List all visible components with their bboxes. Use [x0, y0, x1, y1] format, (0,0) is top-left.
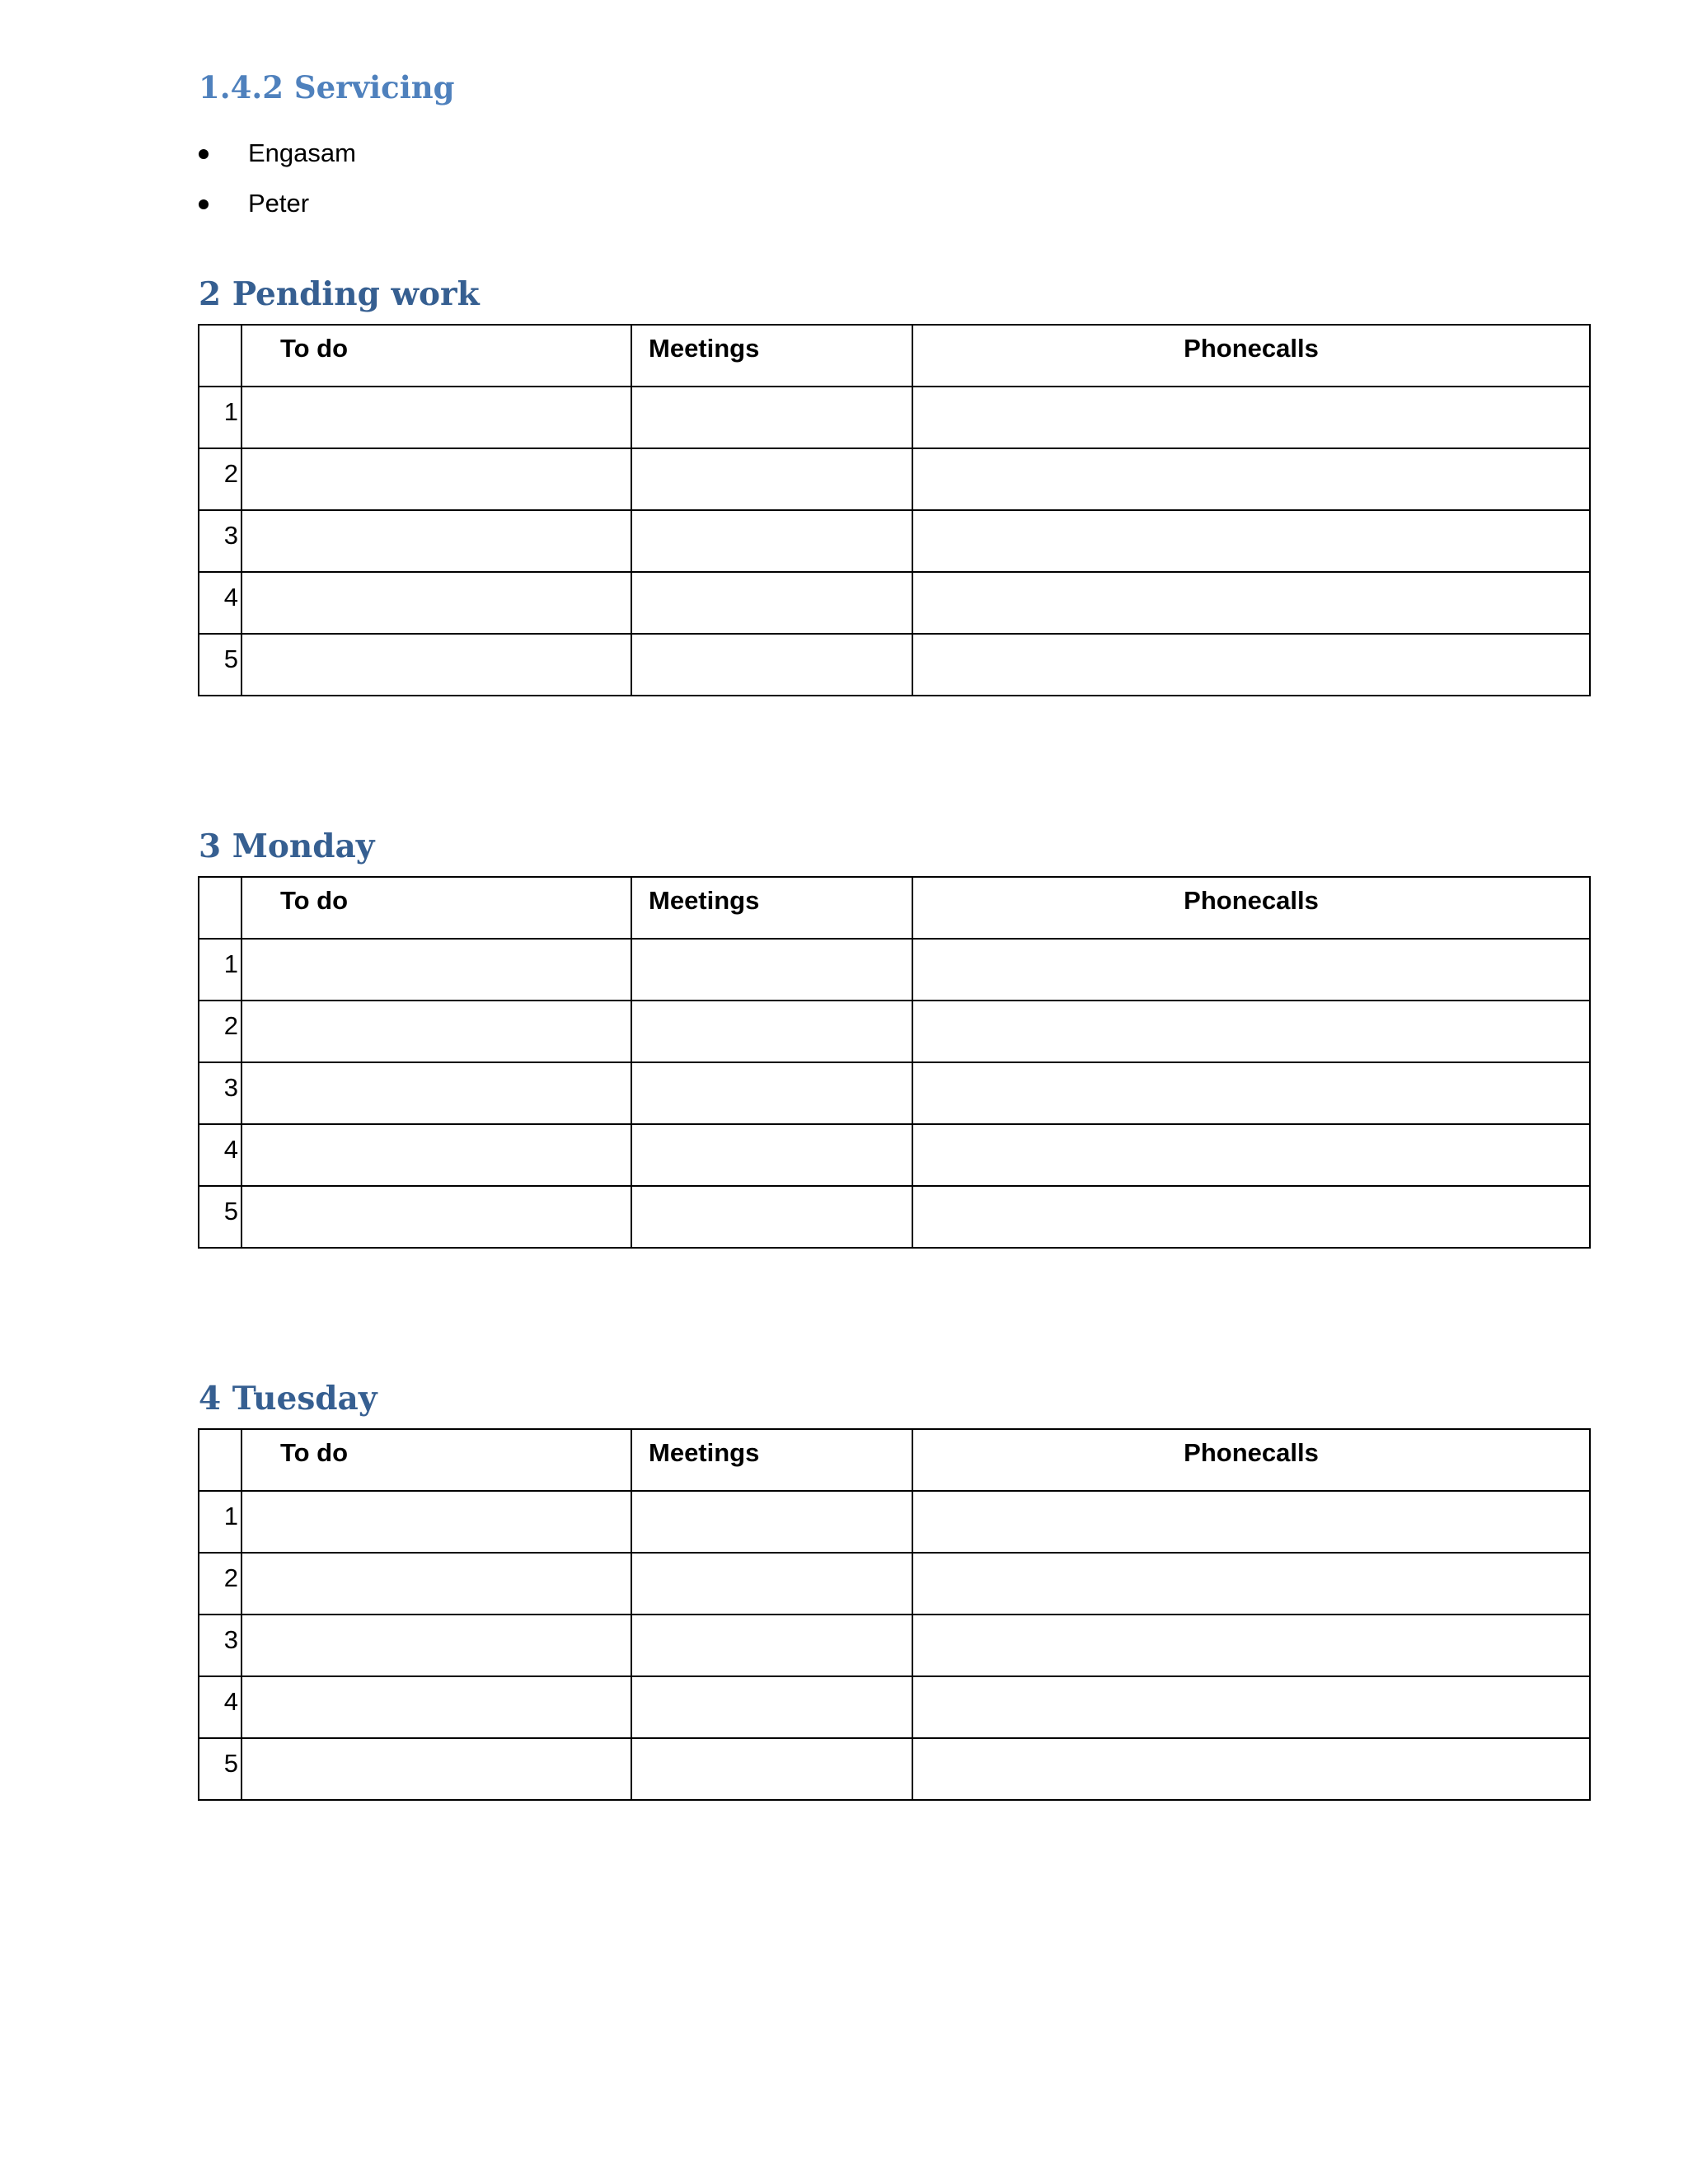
phonecalls-cell[interactable]	[912, 387, 1590, 448]
table-row	[199, 1738, 1590, 1800]
row-number: 3	[199, 1615, 241, 1676]
meetings-cell[interactable]	[631, 448, 912, 510]
row-number: 5	[199, 1186, 241, 1248]
phonecalls-cell[interactable]	[912, 572, 1590, 634]
phonecalls-column-header: Phonecalls	[912, 877, 1590, 939]
todo-cell[interactable]	[241, 1676, 631, 1738]
phonecalls-cell[interactable]	[912, 634, 1590, 696]
todo-cell[interactable]	[241, 1553, 631, 1615]
meetings-column-header: Meetings	[631, 325, 912, 387]
table-row	[199, 387, 1590, 448]
phonecalls-cell[interactable]	[912, 1738, 1590, 1800]
phonecalls-column-header: Phonecalls	[912, 325, 1590, 387]
table-header-row	[199, 325, 1590, 387]
table-row	[199, 1124, 1590, 1186]
todo-cell[interactable]	[241, 1001, 631, 1062]
tuesday-heading: 4 Tuesday	[199, 1380, 377, 1418]
row-number: 1	[199, 1491, 241, 1553]
table-header-row	[199, 877, 1590, 939]
meetings-cell[interactable]	[631, 387, 912, 448]
todo-cell[interactable]	[241, 634, 631, 696]
table-row	[199, 1676, 1590, 1738]
todo-column-header: To do	[241, 1429, 631, 1491]
meetings-cell[interactable]	[631, 1001, 912, 1062]
bullet-icon	[199, 199, 209, 209]
row-number: 3	[199, 1062, 241, 1124]
phonecalls-cell[interactable]	[912, 510, 1590, 572]
meetings-cell[interactable]	[631, 1615, 912, 1676]
row-number: 5	[199, 1738, 241, 1800]
table-row	[199, 510, 1590, 572]
monday-table	[198, 876, 1591, 1249]
phonecalls-cell[interactable]	[912, 1615, 1590, 1676]
bullet-icon	[199, 149, 209, 159]
phonecalls-column-header: Phonecalls	[912, 1429, 1590, 1491]
phonecalls-cell[interactable]	[912, 1124, 1590, 1186]
row-number: 3	[199, 510, 241, 572]
table-row	[199, 634, 1590, 696]
meetings-cell[interactable]	[631, 1738, 912, 1800]
table-row	[199, 939, 1590, 1001]
row-number: 2	[199, 1553, 241, 1615]
meetings-cell[interactable]	[631, 634, 912, 696]
meetings-cell[interactable]	[631, 572, 912, 634]
list-item	[199, 128, 356, 178]
meetings-cell[interactable]	[631, 1676, 912, 1738]
todo-column-header: To do	[241, 877, 631, 939]
meetings-cell[interactable]	[631, 1491, 912, 1553]
list-item-text: Peter	[248, 188, 310, 218]
phonecalls-cell[interactable]	[912, 1676, 1590, 1738]
phonecalls-cell[interactable]	[912, 1186, 1590, 1248]
row-number: 4	[199, 1124, 241, 1186]
meetings-cell[interactable]	[631, 1124, 912, 1186]
phonecalls-cell[interactable]	[912, 448, 1590, 510]
phonecalls-cell[interactable]	[912, 1553, 1590, 1615]
row-number-header	[199, 1429, 241, 1491]
todo-cell[interactable]	[241, 572, 631, 634]
todo-cell[interactable]	[241, 448, 631, 510]
todo-cell[interactable]	[241, 1062, 631, 1124]
phonecalls-cell[interactable]	[912, 1491, 1590, 1553]
table-row	[199, 448, 1590, 510]
meetings-cell[interactable]	[631, 510, 912, 572]
row-number-header	[199, 325, 241, 387]
list-item	[199, 178, 356, 228]
todo-cell[interactable]	[241, 387, 631, 448]
meetings-cell[interactable]	[631, 1062, 912, 1124]
todo-cell[interactable]	[241, 1491, 631, 1553]
todo-cell[interactable]	[241, 1124, 631, 1186]
tuesday-table	[198, 1428, 1591, 1801]
row-number: 4	[199, 572, 241, 634]
todo-cell[interactable]	[241, 939, 631, 1001]
pending-work-table	[198, 324, 1591, 696]
row-number: 1	[199, 387, 241, 448]
phonecalls-cell[interactable]	[912, 939, 1590, 1001]
row-number: 4	[199, 1676, 241, 1738]
row-number: 2	[199, 448, 241, 510]
phonecalls-cell[interactable]	[912, 1001, 1590, 1062]
meetings-column-header: Meetings	[631, 877, 912, 939]
todo-cell[interactable]	[241, 1615, 631, 1676]
meetings-cell[interactable]	[631, 939, 912, 1001]
table-row	[199, 572, 1590, 634]
todo-cell[interactable]	[241, 1738, 631, 1800]
servicing-list	[199, 128, 356, 228]
table-row	[199, 1615, 1590, 1676]
row-number: 5	[199, 634, 241, 696]
todo-cell[interactable]	[241, 1186, 631, 1248]
meetings-cell[interactable]	[631, 1186, 912, 1248]
table-row	[199, 1186, 1590, 1248]
monday-heading: 3 Monday	[199, 827, 375, 865]
meetings-cell[interactable]	[631, 1553, 912, 1615]
pending-work-heading: 2 Pending work	[199, 275, 480, 313]
table-row	[199, 1553, 1590, 1615]
table-row	[199, 1062, 1590, 1124]
meetings-column-header: Meetings	[631, 1429, 912, 1491]
table-header-row	[199, 1429, 1590, 1491]
row-number: 2	[199, 1001, 241, 1062]
row-number-header	[199, 877, 241, 939]
list-item-text: Engasam	[248, 138, 356, 167]
row-number: 1	[199, 939, 241, 1001]
table-row	[199, 1001, 1590, 1062]
table-row	[199, 1491, 1590, 1553]
phonecalls-cell[interactable]	[912, 1062, 1590, 1124]
todo-column-header: To do	[241, 325, 631, 387]
todo-cell[interactable]	[241, 510, 631, 572]
servicing-heading: 1.4.2 Servicing	[199, 69, 455, 105]
